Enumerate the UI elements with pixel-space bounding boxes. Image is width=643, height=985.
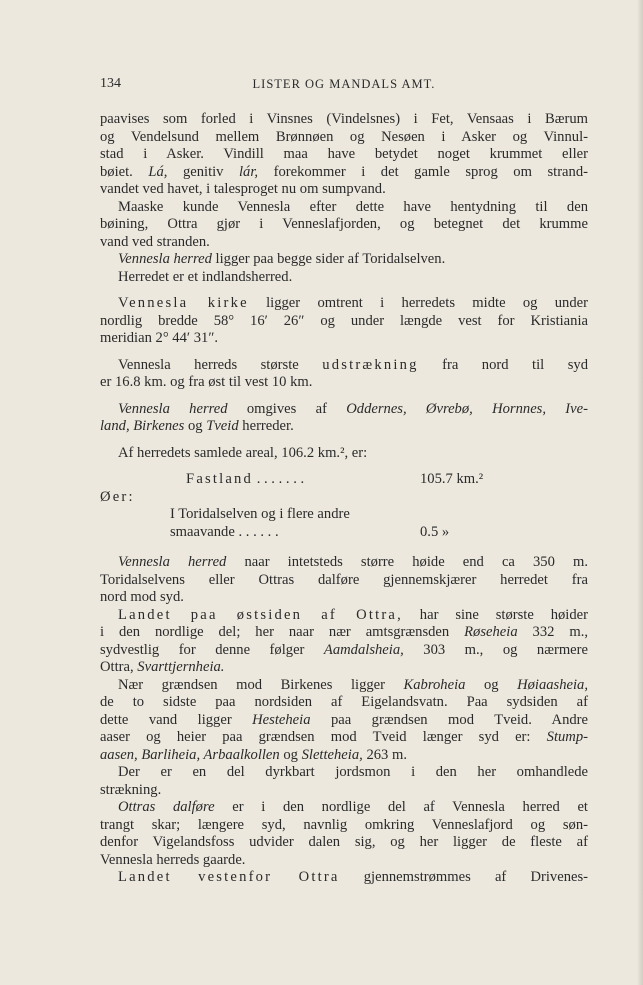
spaced-term: Landet vestenfor Ottra — [118, 869, 340, 885]
spaced-term: Landet paa østsiden af Ottra, — [118, 606, 403, 623]
italic-term: Vennesla herred — [118, 554, 227, 570]
text-run: og — [465, 676, 518, 693]
text-line: stad i Asker. Vindill maa have betydet noget krummet eller — [100, 146, 588, 162]
page-number: 134 — [100, 76, 121, 91]
area-row-label: I Toridalselven og i flere andre — [170, 506, 350, 522]
text-line — [100, 659, 588, 677]
italic-term: Aamdalsheia, — [323, 641, 404, 658]
spacer — [100, 392, 588, 401]
text-line: Vennesla herreds gaarde. — [100, 851, 246, 868]
text-line: og Vendelsund mellem Brønnøen og Nesøen i Asker og Vinnul- — [100, 128, 588, 145]
text-line: Herredet er et indlandsherred. — [118, 268, 293, 285]
area-value: 105.7 km.² — [420, 471, 484, 487]
text-run: Nær grændsen mod Birkenes ligger — [118, 676, 404, 693]
text-run: aaser og heier paa grændsen mod Tveid længer syd er: — [100, 729, 547, 745]
text-run: genitiv — [167, 163, 239, 180]
text-line — [100, 418, 588, 436]
text-line — [100, 642, 588, 660]
spacer — [100, 286, 588, 295]
leader-dots: . . . . . . . — [253, 471, 305, 487]
italic-term: Lá, — [148, 163, 168, 180]
text-line — [100, 295, 588, 313]
text-run: ligger paa begge sider af Toridalselven. — [211, 251, 446, 267]
text-line — [100, 164, 588, 182]
text-run: 332 m., — [517, 624, 588, 640]
italic-term: land, Birkenes — [100, 418, 185, 434]
spacer — [100, 436, 588, 445]
text-run: har sine største høider — [402, 606, 588, 623]
text-line — [100, 554, 588, 572]
text-run: omgives af — [227, 400, 347, 417]
text-line: er 16.8 km. og fra øst til vest 10 km. — [100, 374, 313, 390]
text-line: bøining, Ottra gjør i Venneslafjorden, og betegnet det krumme — [100, 216, 588, 232]
text-line — [100, 607, 588, 625]
text-line — [100, 401, 588, 419]
spaced-term: udstrækning — [322, 356, 419, 373]
italic-term: lár, — [239, 163, 259, 180]
text-line: trangt skar; længere syd, navnlig omkring Venneslafjord og søn- — [100, 816, 588, 833]
text-line — [100, 799, 588, 817]
spacer — [100, 348, 588, 357]
text-run: sydvestlig for denne følger — [100, 641, 324, 658]
text-line — [100, 747, 588, 765]
text-run: og — [279, 746, 302, 763]
text-line: meridian 2° 44′ 31″. — [100, 330, 219, 346]
text-line: vand ved stranden. — [100, 233, 210, 250]
italic-term: Vennesla herred — [118, 251, 212, 267]
text-line — [100, 357, 588, 375]
text-line — [100, 251, 588, 269]
italic-term: Stump- — [546, 729, 588, 745]
text-line: nord mod syd. — [100, 589, 184, 605]
text-run: forekommer i det gamle sprog om strand- — [258, 163, 588, 180]
text-run: og — [184, 418, 207, 434]
spaced-term: Vennesla kirke — [118, 295, 249, 311]
text-run: i den nordlige del; her naar nær amtsgrænsden — [100, 624, 465, 640]
area-row-fastland — [100, 471, 588, 489]
area-value: 0.5 » — [420, 523, 450, 540]
italic-term: Svarttjernheia. — [137, 659, 225, 675]
text-run: 263 m. — [362, 746, 407, 763]
text-line: Maaske kunde Vennesla efter dette have hentydning til den — [118, 198, 588, 215]
area-heading-islands: Øer: — [100, 488, 135, 505]
text-line: Af herredets samlede areal, 106.2 km.², er: — [118, 444, 368, 461]
italic-term: Oddernes, Øvrebø, Hornnes, Ive- — [346, 400, 588, 417]
italic-term: Høiaasheia, — [517, 676, 589, 693]
text-line — [100, 624, 588, 642]
italic-term: Kabroheia — [403, 676, 466, 693]
text-run: herreder. — [238, 418, 294, 434]
text-run: naar intetsteds større høide end ca 350 m. — [226, 554, 589, 570]
area-label: Fastland — [186, 471, 254, 487]
text-line: strækning. — [100, 781, 162, 798]
text-run: fra nord til syd — [418, 356, 588, 373]
running-title: LISTER OG MANDALS AMT. — [252, 77, 436, 91]
italic-term: Røseheia — [464, 624, 518, 640]
area-row-islands — [100, 524, 588, 542]
area-label: smaavande . . . . . . — [170, 523, 279, 540]
text-line — [100, 869, 588, 887]
text-run: ligger omtrent i herredets midte og under — [248, 295, 588, 311]
italic-term: Hesteheia — [252, 711, 311, 728]
text-line: Toridalselvens eller Ottras dalføre gjennemskjærer herredet fra — [100, 571, 588, 588]
text-line: denfor Vigelandsfoss udvider dalen sig, og her ligger de fleste af — [100, 834, 588, 850]
text-run: er i den nordlige del af Vennesla herred et — [214, 799, 588, 815]
text-run: bøiet. — [100, 163, 149, 180]
text-run: 303 m., og nærmere — [403, 641, 588, 658]
text-line: vandet ved havet, i talesproget nu om sumpvand. — [100, 181, 386, 197]
text-run: dette vand ligger — [100, 711, 253, 728]
text-run: gjennemstrømmes af Drivenes- — [339, 869, 589, 885]
spacer — [100, 462, 588, 471]
italic-term: Vennesla herred — [118, 400, 228, 417]
text-run: paa grændsen mod Tveid. Andre — [310, 711, 588, 728]
italic-term: Tveid — [206, 418, 239, 434]
text-line — [100, 677, 588, 695]
text-line: paavises som forled i Vinsnes (Vindelsnes) i Fet, Vensaas i Bærum — [100, 111, 588, 127]
running-header — [100, 76, 588, 98]
text-run: Ottra, — [100, 659, 138, 675]
text-line: de to sidste paa nordsiden af Eigelandsvatn. Paa sydsiden af — [100, 694, 588, 710]
spacer — [100, 541, 588, 554]
text-run: Vennesla herreds største — [118, 356, 323, 373]
italic-term: Sletteheia, — [301, 746, 363, 763]
text-line: Der er en del dyrkbart jordsmon i den her omhandlede — [118, 764, 588, 780]
text-line — [100, 729, 588, 747]
page-edge — [637, 0, 643, 985]
page-body — [100, 111, 588, 887]
text-line — [100, 712, 588, 730]
text-line: nordlig bredde 58° 16′ 26″ og under længde vest for Kristiania — [100, 312, 588, 329]
italic-term: aasen, Barliheia, Arbaalkollen — [100, 746, 280, 763]
italic-term: Ottras dalføre — [118, 799, 215, 815]
